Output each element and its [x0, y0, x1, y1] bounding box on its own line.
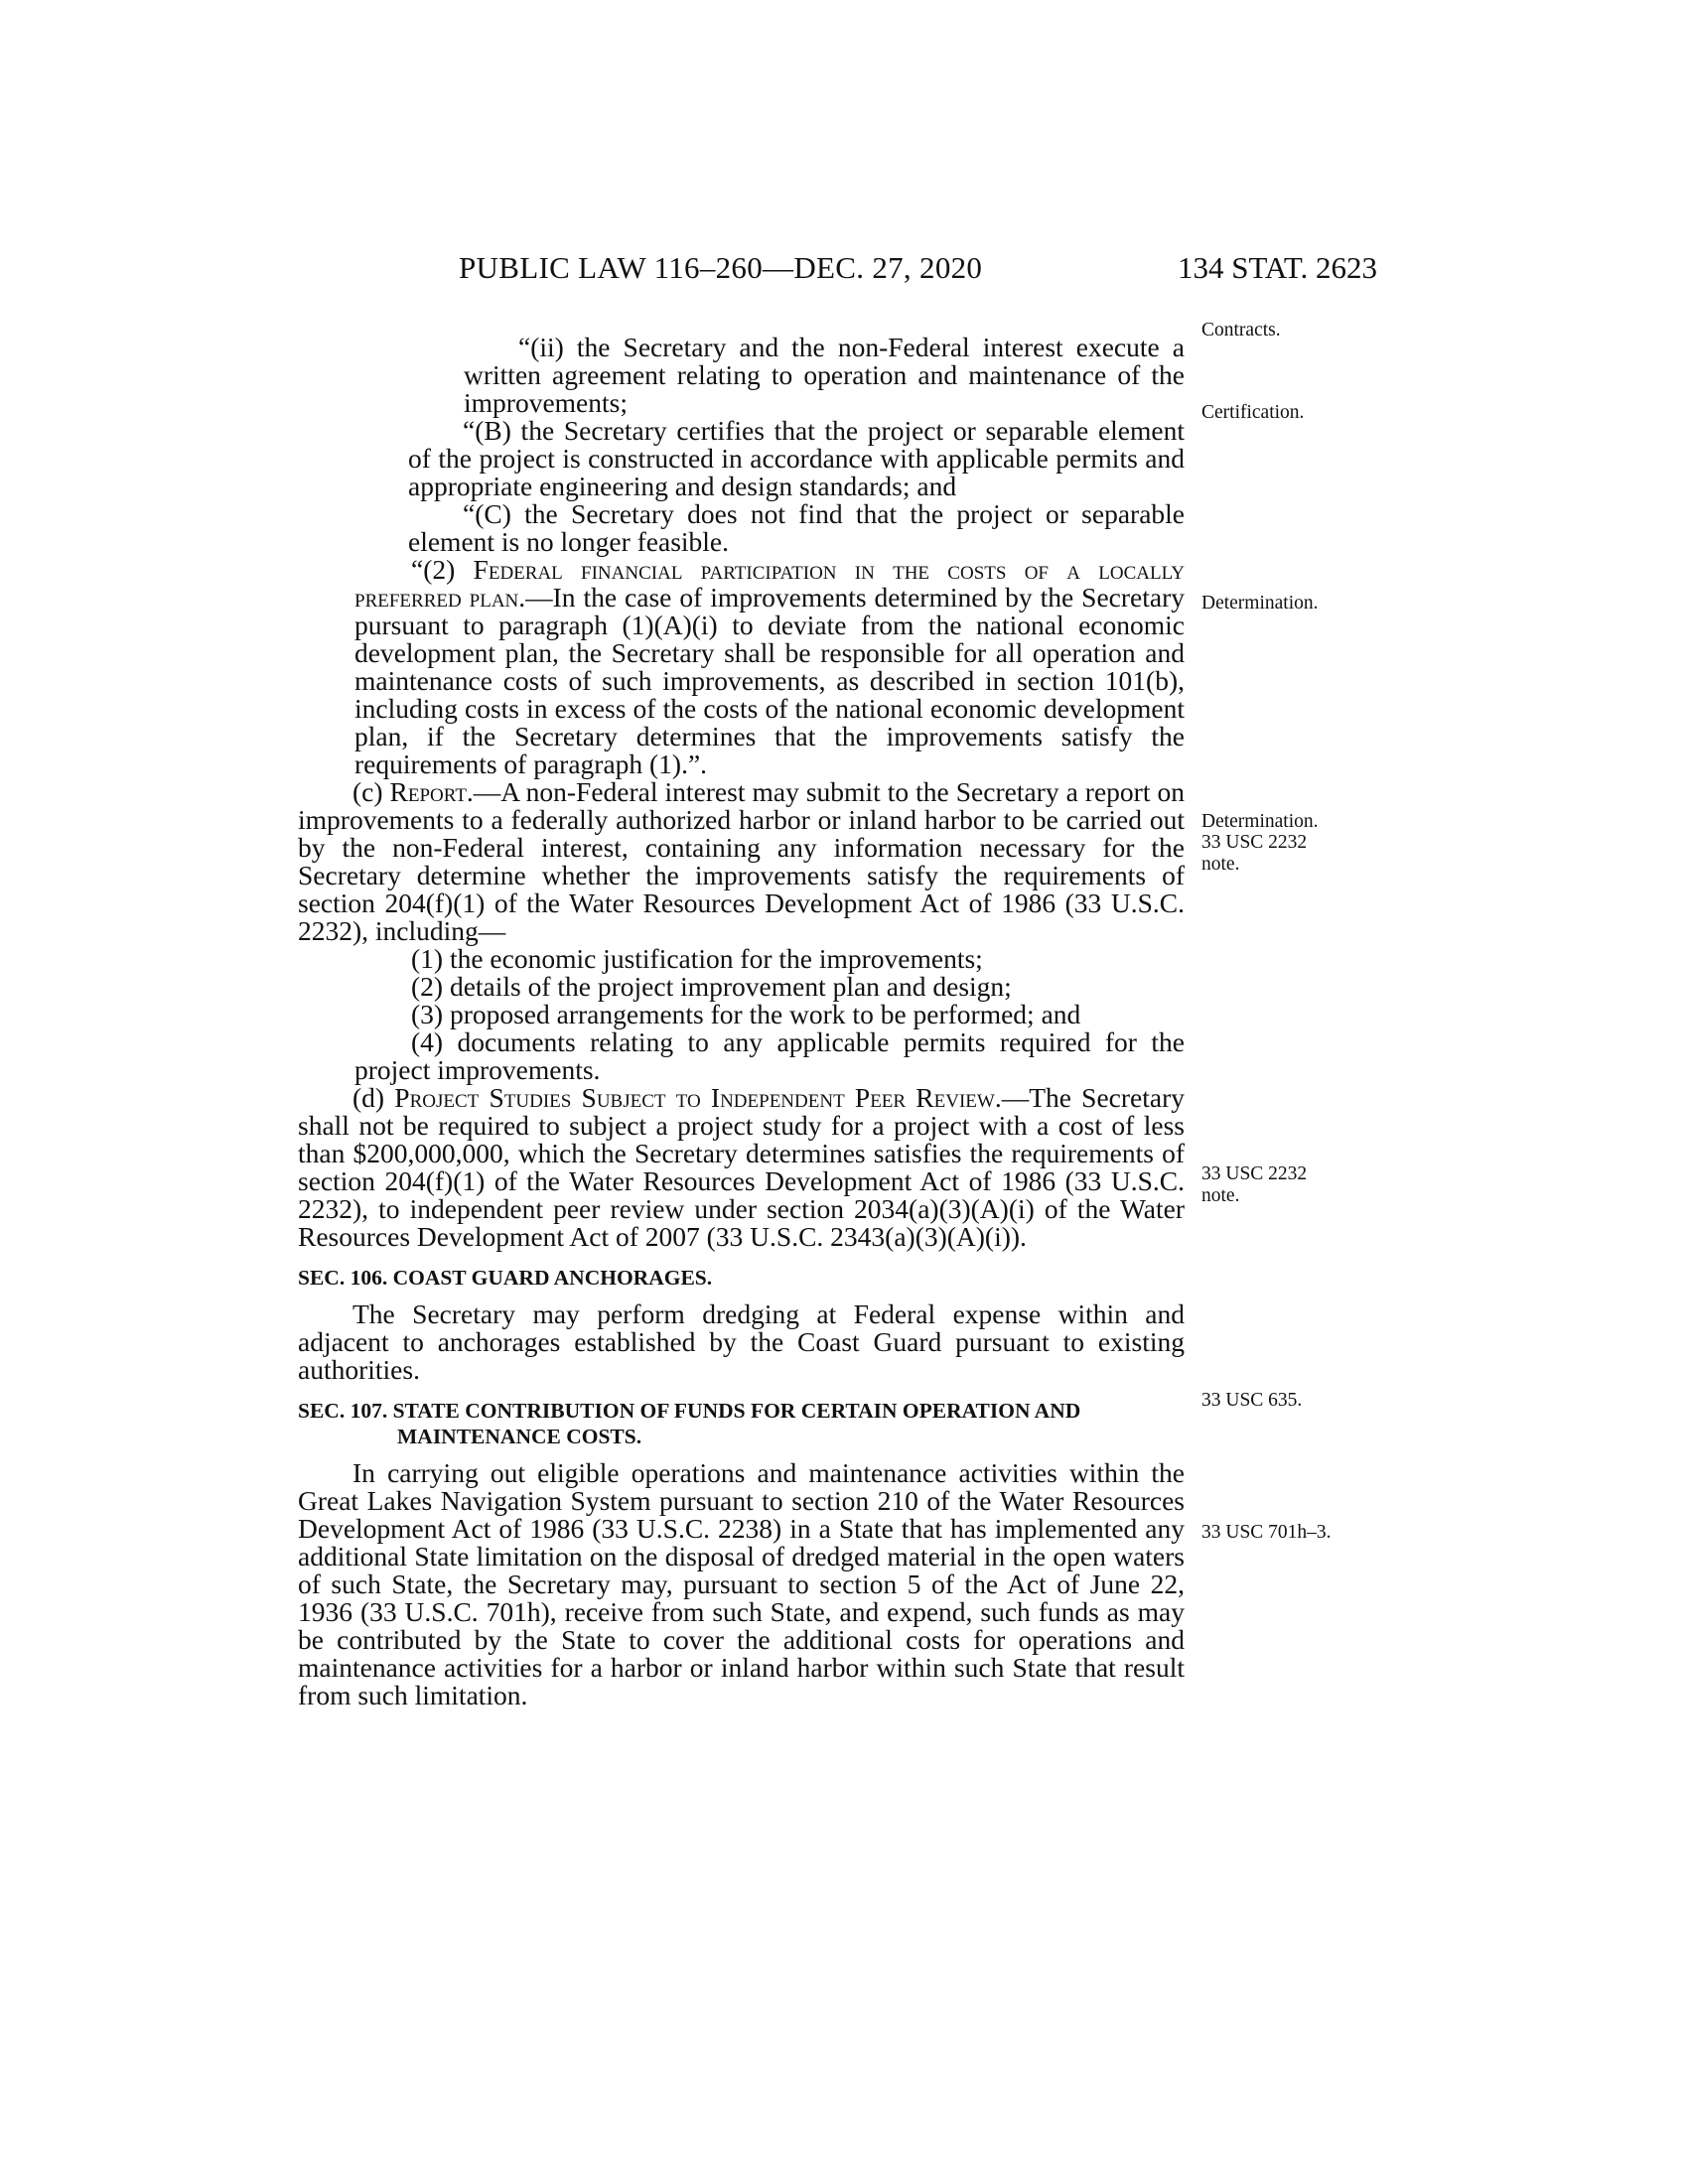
subparagraph-c: “(C) the Secretary does not find that the project or separable element is no longer feasible.	[408, 498, 1185, 557]
section-106-text: The Secretary may perform dredging at Federal expense within and adjacent to anchorages established by the Coast Guard pursuant to existing authorities.	[298, 1298, 1185, 1385]
document-body	[298, 334, 1185, 1709]
subsection-d-number: (d)	[352, 1082, 395, 1113]
paragraph-2-text: —In the case of improvements determined by the Secretary pursuant to paragraph (1)(A)(i) to deviate from the national economic development plan, the Secretary shall be responsible for all operation and maintenance costs of such improvements, as described in section 101(b), including costs in excess of the costs of the national economic development plan, if the Secretary determines that the improvements satisfy the requirements of paragraph (1).”.	[354, 582, 1185, 779]
subsection-d-text: .—The Secretary shall not be required to subject a project study for a project with a cost of less than $200,000,000, which the Secretary determines satisfies the requirements of section 204(f)(1) of the Water Resources Development Act of 1986 (33 U.S.C. 2232), to independent peer review under section 2034(a)(3)(A)(i) of the Water Resources Development Act of 2007 (33 U.S.C. 2343(a)(3)(A)(i)).	[298, 1082, 1185, 1252]
margin-note-certification: Certification.	[1201, 402, 1305, 423]
subsection-c-heading: Report	[389, 776, 467, 807]
list-item-3: (3) proposed arrangements for the work to be performed; and	[411, 999, 1081, 1029]
margin-note-note-b: note.	[1201, 1185, 1240, 1206]
subsection-d	[298, 1084, 1185, 1251]
header-title: PUBLIC LAW 116–260—DEC. 27, 2020	[459, 250, 983, 285]
paragraph-2-number: “(2)	[411, 554, 474, 585]
subsection-c-text: .—A non-Federal interest may submit to the Secretary a report on improvements to a federally authorized harbor or inland harbor to be carried out by the non-Federal interest, containing any information necessary for the Secretary determine whether the improvements satisfy the requirements of section 204(f)(1) of the Water Resources Development Act of 1986 (33 U.S.C. 2232), including—	[298, 776, 1185, 946]
subparagraph-b: “(B) the Secretary certifies that the project or separable element of the project is constructed in accordance with applicable permits and appropriate engineering and design standards; and	[408, 415, 1185, 501]
list-item-2: (2) details of the project improvement plan and design;	[411, 971, 1012, 1002]
clause-ii: “(ii) the Secretary and the non-Federal interest execute a written agreement relating to operation and maintenance of the improvements;	[464, 332, 1185, 418]
margin-note-usc-701h3: 33 USC 701h–3.	[1201, 1522, 1332, 1543]
running-header	[459, 250, 1377, 290]
paragraph-2	[354, 556, 1185, 778]
margin-note-usc-635: 33 USC 635.	[1201, 1390, 1303, 1411]
section-106-heading: SEC. 106. COAST GUARD ANCHORAGES.	[298, 1266, 713, 1290]
margin-note-usc-2232-b: 33 USC 2232	[1201, 1163, 1308, 1184]
margin-note-note: note.	[1201, 854, 1240, 875]
subsection-c-number: (c)	[352, 776, 390, 807]
section-107-text: In carrying out eligible operations and maintenance activities within the Great Lakes Navigation System pursuant to section 210 of the Water Resources Development Act of 1986 (33 U.S.C. 2238) in a State that has implemented any additional State limitation on the disposal of dredged material in the open waters of such State, the Secretary may, pursuant to section 5 of the Act of June 22, 1936 (33 U.S.C. 701h), receive from such State, and expend, such funds as may be contributed by the State to cover the additional costs for operations and maintenance activities for a harbor or inland harbor within such State that result from such limitation.	[298, 1457, 1185, 1710]
margin-note-contracts: Contracts.	[1201, 320, 1281, 341]
list-item-4: (4) documents relating to any applicable permits required for the project improvements.	[354, 1026, 1185, 1085]
list-item-1: (1) the economic justification for the improvements;	[411, 943, 983, 974]
paragraph-2-heading: Federal financial participation in the costs of a locally preferred plan.	[354, 554, 1185, 613]
subsection-d-heading: Project Studies Subject to Independent Peer Review	[394, 1082, 995, 1113]
margin-note-determination: Determination.	[1201, 593, 1319, 614]
header-stat-page: 134 STAT. 2623	[1177, 250, 1377, 285]
margin-note-determination-2: Determination.	[1201, 811, 1319, 832]
subsection-c	[298, 778, 1185, 945]
section-107-heading: SEC. 107. STATE CONTRIBUTION OF FUNDS FOR CERTAIN OPERATION AND MAINTENANCE COSTS.	[298, 1399, 1081, 1448]
margin-note-usc-2232: 33 USC 2232	[1201, 832, 1308, 853]
